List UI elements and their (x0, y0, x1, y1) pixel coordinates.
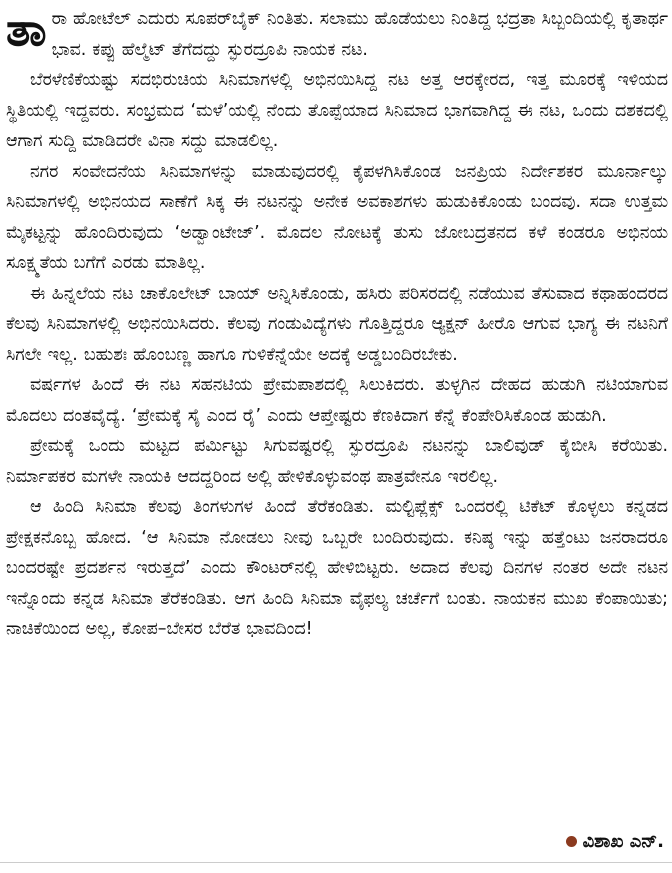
author-name: ವಿಶಾಖ ಎನ್. (582, 831, 664, 852)
article-paragraph-4: ಈ ಹಿನ್ನಲೆಯ ನಟ ಚಾಕೊಲೇಟ್ ಬಾಯ್ ಅನ್ನಿಸಿಕೊಂಡು, ಹಸಿರು ಪರಿಸರದಲ್ಲಿ ನಡೆಯುವ ತೆಸುವಾದ ಕಥಾಹಂದರದ ಕೆಲವು ಸಿನಿಮಾಗಳಲ್ಲಿ ಅಭಿನಯಿಸಿದರು. ಕೆಲವು ಗಂಡುವಿದ್ಯೆಗಳು ಗೊತ್ತಿದ್ದರೂ ಆ್ಯಕ್ಷನ್ ಹೀರೊ ಆಗುವ ಭಾಗ್ಯ ಈ ನಟನಿಗೆ ಸಿಗಲೇ ಇಲ್ಲ. ಬಹುಶಃ ಹೊಂಬಣ್ಣ ಹಾಗೂ ಗುಳಿಕೆನ್ನೆಯೇ ಅದಕ್ಕೆ ಅಡ್ಡಬಂದಿರಬೇಕು. (6, 283, 668, 365)
bottom-divider (0, 862, 672, 863)
paragraph-text: ರಾ ಹೋಟೆಲ್ ಎದುರು ಸೂಪರ್‌ಬೈಕ್ ನಿಂತಿತು. ಸಲಾಮು ಹೊಡೆಯಲು ನಿಂತಿದ್ದ ಭದ್ರತಾ ಸಿಬ್ಬಂದಿಯಲ್ಲಿ ಕೃತಾರ್ಥ ಭಾವ. ಕಪ್ಪು ಹೆಲ್ಮೆಟ್ ತೆಗೆದದ್ದು ಸ್ಫುರದ್ರೂಪಿ ನಾಯಕ ನಟ. (51, 9, 668, 60)
dropcap: ತಾ (6, 2, 46, 56)
article-paragraph-6: ಪ್ರೇಮಕ್ಕೆ ಒಂದು ಮಟ್ಟದ ಪರ್ಮಿಟ್ಟು ಸಿಗುವಷ್ಟರಲ್ಲಿ ಸ್ಫುರದ್ರೂಪಿ ನಟನನ್ನು ಬಾಲಿವುಡ್ ಕೈಬೀಸಿ ಕರೆಯಿತು. ನಿರ್ಮಾಪಕರ ಮಗಳೇ ನಾಯಕಿ ಆದದ್ದರಿಂದ ಅಲ್ಲಿ ಹೇಳಿಕೊಳ್ಳುವಂಥ ಪಾತ್ರವೇನೂ ಇರಲಿಲ್ಲ. (6, 436, 668, 487)
author-byline (566, 829, 664, 855)
article-body (6, 4, 668, 862)
article-paragraph-1 (6, 4, 668, 65)
article-paragraph-5: ವರ್ಷಗಳ ಹಿಂದೆ ಈ ನಟ ಸಹನಟಿಯ ಪ್ರೇಮಪಾಶದಲ್ಲಿ ಸಿಲುಕಿದರು. ತುಳ್ಳಗಿನ ದೇಹದ ಹುಡುಗಿ ನಟಿಯಾಗುವ ಮೊದಲು ದಂತವೈದ್ಯೆ. ‘ಪ್ರೇಮಕ್ಕೆ ಸೈ ಎಂದ ರೈ’ ಎಂದು ಆಪ್ತೇಷ್ಟರು ಕೆಣಕಿದಾಗ ಕೆನ್ನೆ ಕೆಂಪೇರಿಸಿಕೊಂಡ ಹುಡುಗಿ. (6, 375, 668, 426)
article-paragraph-7: ಆ ಹಿಂದಿ ಸಿನಿಮಾ ಕೆಲವು ತಿಂಗಳುಗಳ ಹಿಂದೆ ತೆರೆಕಂಡಿತು. ಮಲ್ಟಿಪ್ಲೆಕ್ಸ್ ಒಂದರಲ್ಲಿ ಟಿಕೆಟ್ ಕೊಳ್ಳಲು ಕನ್ನಡದ ಪ್ರೇಕ್ಷಕನೊಬ್ಬ ಹೋದ. ‘ಆ ಸಿನಿಮಾ ನೋಡಲು ನೀವು ಒಬ್ಬರೇ ಬಂದಿರುವುದು. ಕನಿಷ್ಠ ಇನ್ನು ಹತ್ತೆಂಟು ಜನರಾದರೂ ಬಂದರಷ್ಟೇ ಪ್ರದರ್ಶನ ಇರುತ್ತದೆ’ ಎಂದು ಕೌಂಟರ್‌ನಲ್ಲಿ ಹೇಳಿಬಿಟ್ಟರು. ಅದಾದ ಕೆಲವು ದಿನಗಳ ನಂತರ ಅದೇ ನಟನ ಇನ್ನೊಂದು ಕನ್ನಡ ಸಿನಿಮಾ ತೆರೆಕಂಡಿತು. ಆಗ ಹಿಂದಿ ಸಿನಿಮಾ ವೈಫಲ್ಯ ಚರ್ಚೆಗೆ ಬಂತು. ನಾಯಕನ ಮುಖ ಕೆಂಪಾಯಿತು; ನಾಚಿಕೆಯಿಂದ ಅಲ್ಲ, ಕೋಪ–ಬೇಸರ ಬೆರೆತ ಭಾವದಿಂದ! (6, 497, 668, 639)
bullet-icon (566, 836, 577, 847)
article-paragraph-2: ಬೆರಳೆಣಿಕೆಯಷ್ಟು ಸದಭಿರುಚಿಯ ಸಿನಿಮಾಗಳಲ್ಲಿ ಅಭಿನಯಿಸಿದ್ದ ನಟ ಅತ್ತ ಆರಕ್ಕೇರದ, ಇತ್ತ ಮೂರಕ್ಕೆ ಇಳಿಯದ ಸ್ಥಿತಿಯಲ್ಲಿ ಇದ್ದವರು. ಸಂಭ್ರಮದ ‘ಮಳೆ’ಯಲ್ಲಿ ನೆಂದು ತೊಪ್ಪೆಯಾದ ಸಿನಿಮಾದ ಭಾಗವಾಗಿದ್ದ ಈ ನಟ, ಒಂದು ದಶಕದಲ್ಲಿ ಆಗಾಗ ಸುದ್ದಿ ಮಾಡಿದರೇ ವಿನಾ ಸದ್ದು ಮಾಡಲಿಲ್ಲ. (6, 70, 668, 151)
article-paragraph-3: ನಗರ ಸಂವೇದನೆಯ ಸಿನಿಮಾಗಳನ್ನು ಮಾಡುವುದರಲ್ಲಿ ಕೈಪಳಗಿಸಿಕೊಂಡ ಜನಪ್ರಿಯ ನಿರ್ದೇಶಕರ ಮೂರ್ನಾಲ್ಕು ಸಿನಿಮಾಗಳಲ್ಲಿ ಅಭಿನಯದ ಸಾಣೆಗೆ ಸಿಕ್ಕ ಈ ನಟನನ್ನು ಅನೇಕ ಅವಕಾಶಗಳು ಹುಡುಕಿಕೊಂಡು ಬಂದವು. ಸದಾ ಉತ್ತಮ ಮೈಕಟ್ಟನ್ನು ಹೊಂದಿರುವುದು ‘ಅಡ್ವಾಂಟೇಜ್’. ಮೊದಲ ನೋಟಕ್ಕೆ ತುಸು ಜೋಬದ್ರತನದ ಕಳೆ ಕಂಡರೂ ಅಭಿನಯ ಸೂಕ್ಷ್ಮತೆಯ ಬಗೆಗೆ ಎರಡು ಮಾತಿಲ್ಲ. (6, 161, 668, 273)
